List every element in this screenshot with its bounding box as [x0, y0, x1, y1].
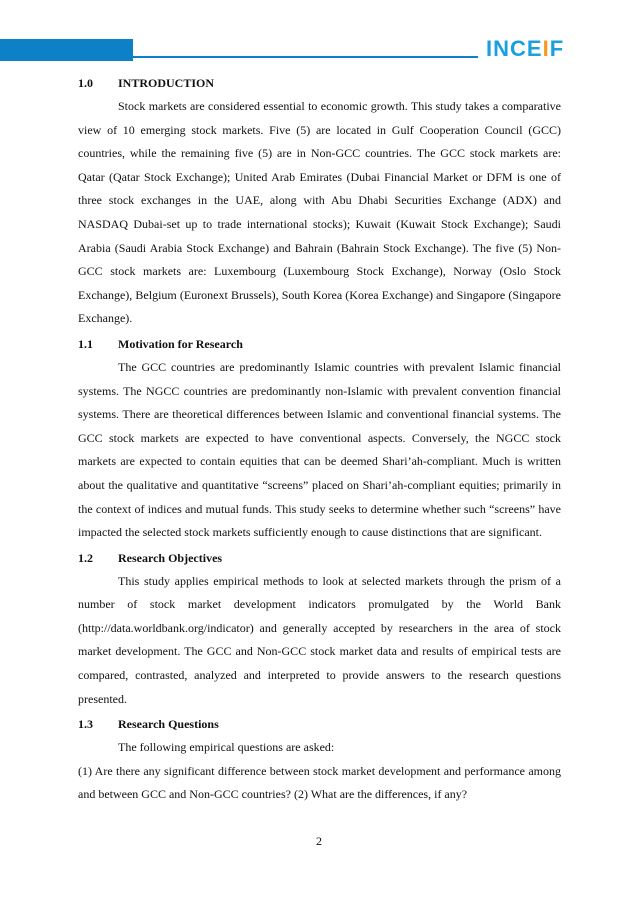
header-accent-bar — [0, 39, 133, 61]
section-title: Research Questions — [118, 717, 219, 732]
header-rule — [133, 56, 478, 58]
questions-lead: The following empirical questions are asked: — [118, 740, 335, 755]
introduction-paragraph: Stock markets are considered essential to economic growth. This study takes a comparative view of 10 emerging stock markets. Five (5) are located in Gulf Cooperation Council (GCC) countries, while the remaining five (5) are in Non-GCC countries. The GCC stock markets are: Qatar (Qatar Stock Exchange); United Arab Emirates (Dubai Financial Market or DFM is one of three stock exchanges in the UAE, along with Abu Dhabi Securities Exchange (ADX) and NASDAQ Dubai-set up to trade international stocks); Kuwait (Kuwait Stock Exchange); Saudi Arabia (Saudi Arabia Stock Exchange) and Bahrain (Bahrain Stock Exchange). The five (5) Non-GCC stock markets are: Luxembourg (Luxembourg Stock Exchange), Norway (Oslo Stock Exchange), Belgium (Euronext Brussels), South Korea (Korea Exchange) and Singapore (Singapore Exchange). — [78, 99, 561, 326]
section-number: 1.0 — [78, 76, 93, 90]
section-number: 1.2 — [78, 550, 93, 565]
objectives-paragraph: This study applies empirical methods to look at selected markets through the prism of a number of stock market development indicators promulgated by the World Bank (http://data.worldbank.org/indicator) and generally accepted by researchers in the area of stock market development. The GCC and Non-GCC stock market data and results of empirical tests are compared, contrasted, analyzed and interpreted to provide answers to the research questions presented. — [78, 573, 561, 706]
page-number: 2 — [316, 834, 322, 848]
section-heading-questions — [78, 715, 561, 734]
section-heading-introduction — [78, 74, 561, 93]
section-title: Motivation for Research — [118, 336, 243, 351]
section-number: 1.1 — [78, 336, 93, 351]
questions-paragraph: (1) Are there any significant difference between stock market development and performance among and between GCC and Non-GCC countries? (2) What are the differences, if any? — [78, 763, 561, 802]
section-title: Research Objectives — [118, 550, 223, 565]
motivation-paragraph: The GCC countries are predominantly Islamic countries with prevalent Islamic financial systems. The NGCC countries are predominantly non-Islamic with prevalent convention financial systems. There are theoretical differences between Islamic and conventional financial systems. The GCC stock markets are expected to have conventional aspects. Conversely, the NGCC stock markets are expected to contain equities that can be deemed Shari’ah-compliant. Much is written about the qualitative and quantitative “screens” placed on Shari’ah-compliant equities; primarily in the context of indices and mutual funds. This study seeks to determine whether such “screens” have impacted the selected stock markets sufficiently enough to cause distinctions that are significant. — [78, 359, 561, 540]
section-heading-objectives — [78, 549, 561, 568]
document-body — [78, 71, 561, 807]
inceif-logo: INCEIF — [486, 36, 565, 61]
section-number: 1.3 — [78, 717, 93, 732]
section-heading-motivation — [78, 335, 561, 354]
section-title: INTRODUCTION — [118, 76, 215, 90]
